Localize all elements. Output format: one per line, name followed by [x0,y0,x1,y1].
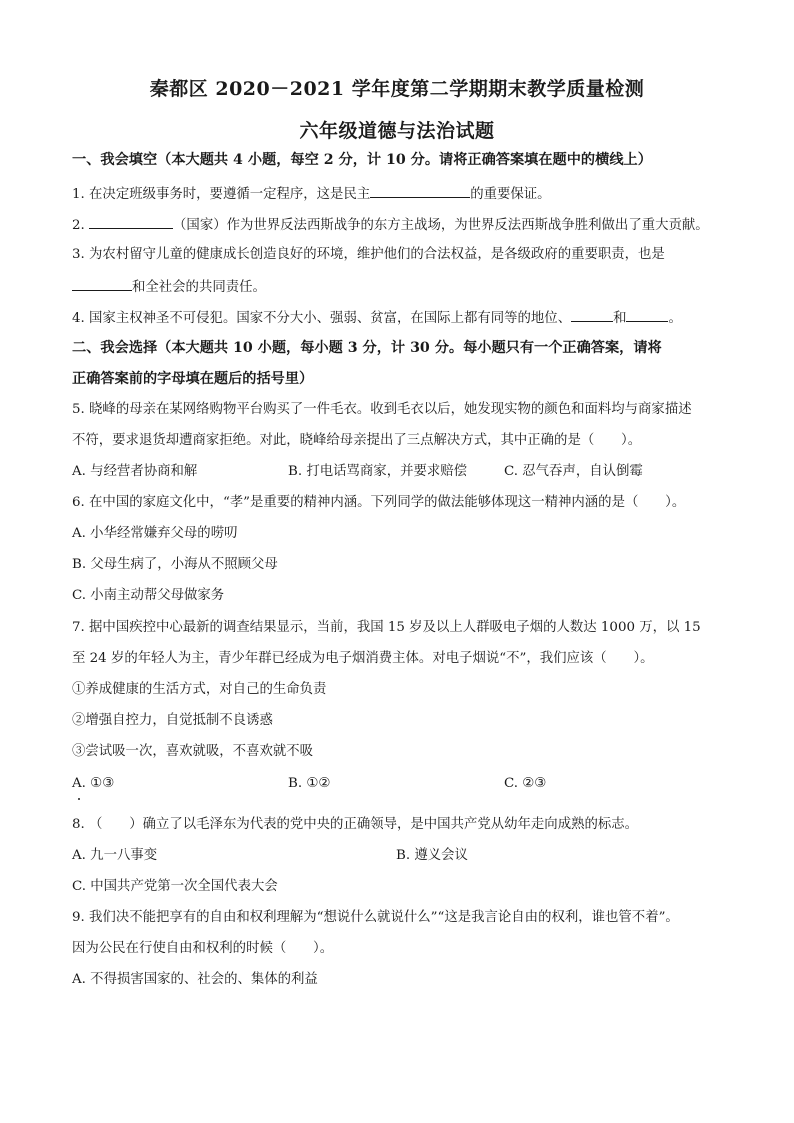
q7-statement-2: ②增强自控力，自觉抵制不良诱惑 [72,713,273,728]
section-2-heading-line-2: 正确答案前的字母填在题后的括号里） [72,371,314,387]
question-9-line-1: 9. 我们决不能把享有的自由和权利理解为“想说什么就说什么”“这是我言论自由的权利，谁也管不着”。 [72,910,679,925]
q4-text-after: 。 [668,311,682,326]
question-5-line-2: 不符，要求退货却遭商家拒绝。对此，晓峰给母亲提出了三点解决方式，其中正确的是（ ）。 [72,433,642,448]
question-1 [72,183,732,205]
q4-text-before: 4. 国家主权神圣不可侵犯。国家不分大小、强弱、贫富，在国际上都有同等的地位、 [72,311,572,326]
question-3-line-2 [72,276,732,298]
q9-option-a[interactable]: A. 不得损害国家的、社会的、集体的利益 [72,972,318,987]
q1-answer-blank[interactable] [370,183,470,198]
q2-text-after: （国家）作为世界反法西斯战争的东方主战场，为世界反法西斯战争胜利做出了重大贡献。 [173,218,709,233]
q3-answer-blank[interactable] [72,276,132,291]
q7-statement-3: ③尝试吸一次，喜欢就吸，不喜欢就不吸 [72,744,314,759]
q7-option-a[interactable]: A. ①③ [72,776,115,791]
q7-option-b[interactable]: B. ①② [288,776,331,791]
section-2-heading-line-1: 二、我会选择（本大题共 10 小题，每小题 3 分，计 30 分。每小题只有一个正确答案，请将 [72,340,662,356]
question-6-stem: 6. 在中国的家庭文化中，“孝”是重要的精神内涵。下列同学的做法能够体现这一精神内涵的是（ ）。 [72,495,686,510]
question-7-line-1: 7. 据中国疾控中心最新的调查结果显示，当前，我国 15 岁及以上人群吸电子烟的人数达 1000 万，以 15 [72,620,701,635]
section-1-heading: 一、我会填空（本大题共 4 小题，每空 2 分，计 10 分。请将正确答案填在题中的横线上） [72,152,652,168]
question-8-stem: 8. （ ）确立了以毛泽东为代表的党中央的正确领导，是中国共产党从幼年走向成熟的标志。 [72,817,639,832]
q4-answer-blank-2[interactable] [626,307,668,322]
question-3-line-1: 3. 为农村留守儿童的健康成长创造良好的环境，维护他们的合法权益，是各级政府的重要职责，也是 [72,247,665,262]
q7-statement-1: ①养成健康的生活方式，对自己的生命负责 [72,682,327,697]
q1-text-after: 的重要保证。 [470,187,551,202]
question-5-line-1: 5. 晓峰的母亲在某网络购物平台购买了一件毛衣。收到毛衣以后，她发现实物的颜色和面料均与商家描述 [72,402,692,417]
exam-subtitle: 六年级道德与法治试题 [299,120,495,142]
question-4 [72,307,732,329]
q5-option-c[interactable]: C. 忍气吞声，自认倒霉 [504,464,643,479]
q5-option-a[interactable]: A. 与经营者协商和解 [72,464,198,479]
q1-text-before: 1. 在决定班级事务时，要遵循一定程序，这是民主 [72,187,371,202]
q5-option-b[interactable]: B. 打电话骂商家，并要求赔偿 [288,464,468,479]
stray-dot [78,798,80,800]
q4-text-mid: 和 [613,311,627,326]
q8-option-a[interactable]: A. 九一八事变 [72,848,158,863]
q3-text-after: 和全社会的共同责任。 [132,280,266,295]
question-2 [72,214,732,236]
q8-option-c[interactable]: C. 中国共产党第一次全国代表大会 [72,879,278,894]
q6-option-c[interactable]: C. 小南主动帮父母做家务 [72,588,225,603]
q6-option-b[interactable]: B. 父母生病了，小海从不照顾父母 [72,557,278,572]
q8-option-b[interactable]: B. 遵义会议 [396,848,468,863]
q2-number: 2. [72,218,90,233]
question-7-line-2: 至 24 岁的年轻人为主，青少年群已经成为电子烟消费主体。对电子烟说“不”，我们应该（ ）。 [72,651,654,666]
q6-option-a[interactable]: A. 小华经常嫌弃父母的唠叨 [72,526,238,541]
q7-option-c[interactable]: C. ②③ [504,776,547,791]
exam-title: 秦都区 2020－2021 学年度第二学期期末教学质量检测 [149,78,645,100]
q2-answer-blank[interactable] [89,214,173,229]
question-9-line-2: 因为公民在行使自由和权利的时候（ ）。 [72,941,334,956]
q4-answer-blank-1[interactable] [571,307,613,322]
